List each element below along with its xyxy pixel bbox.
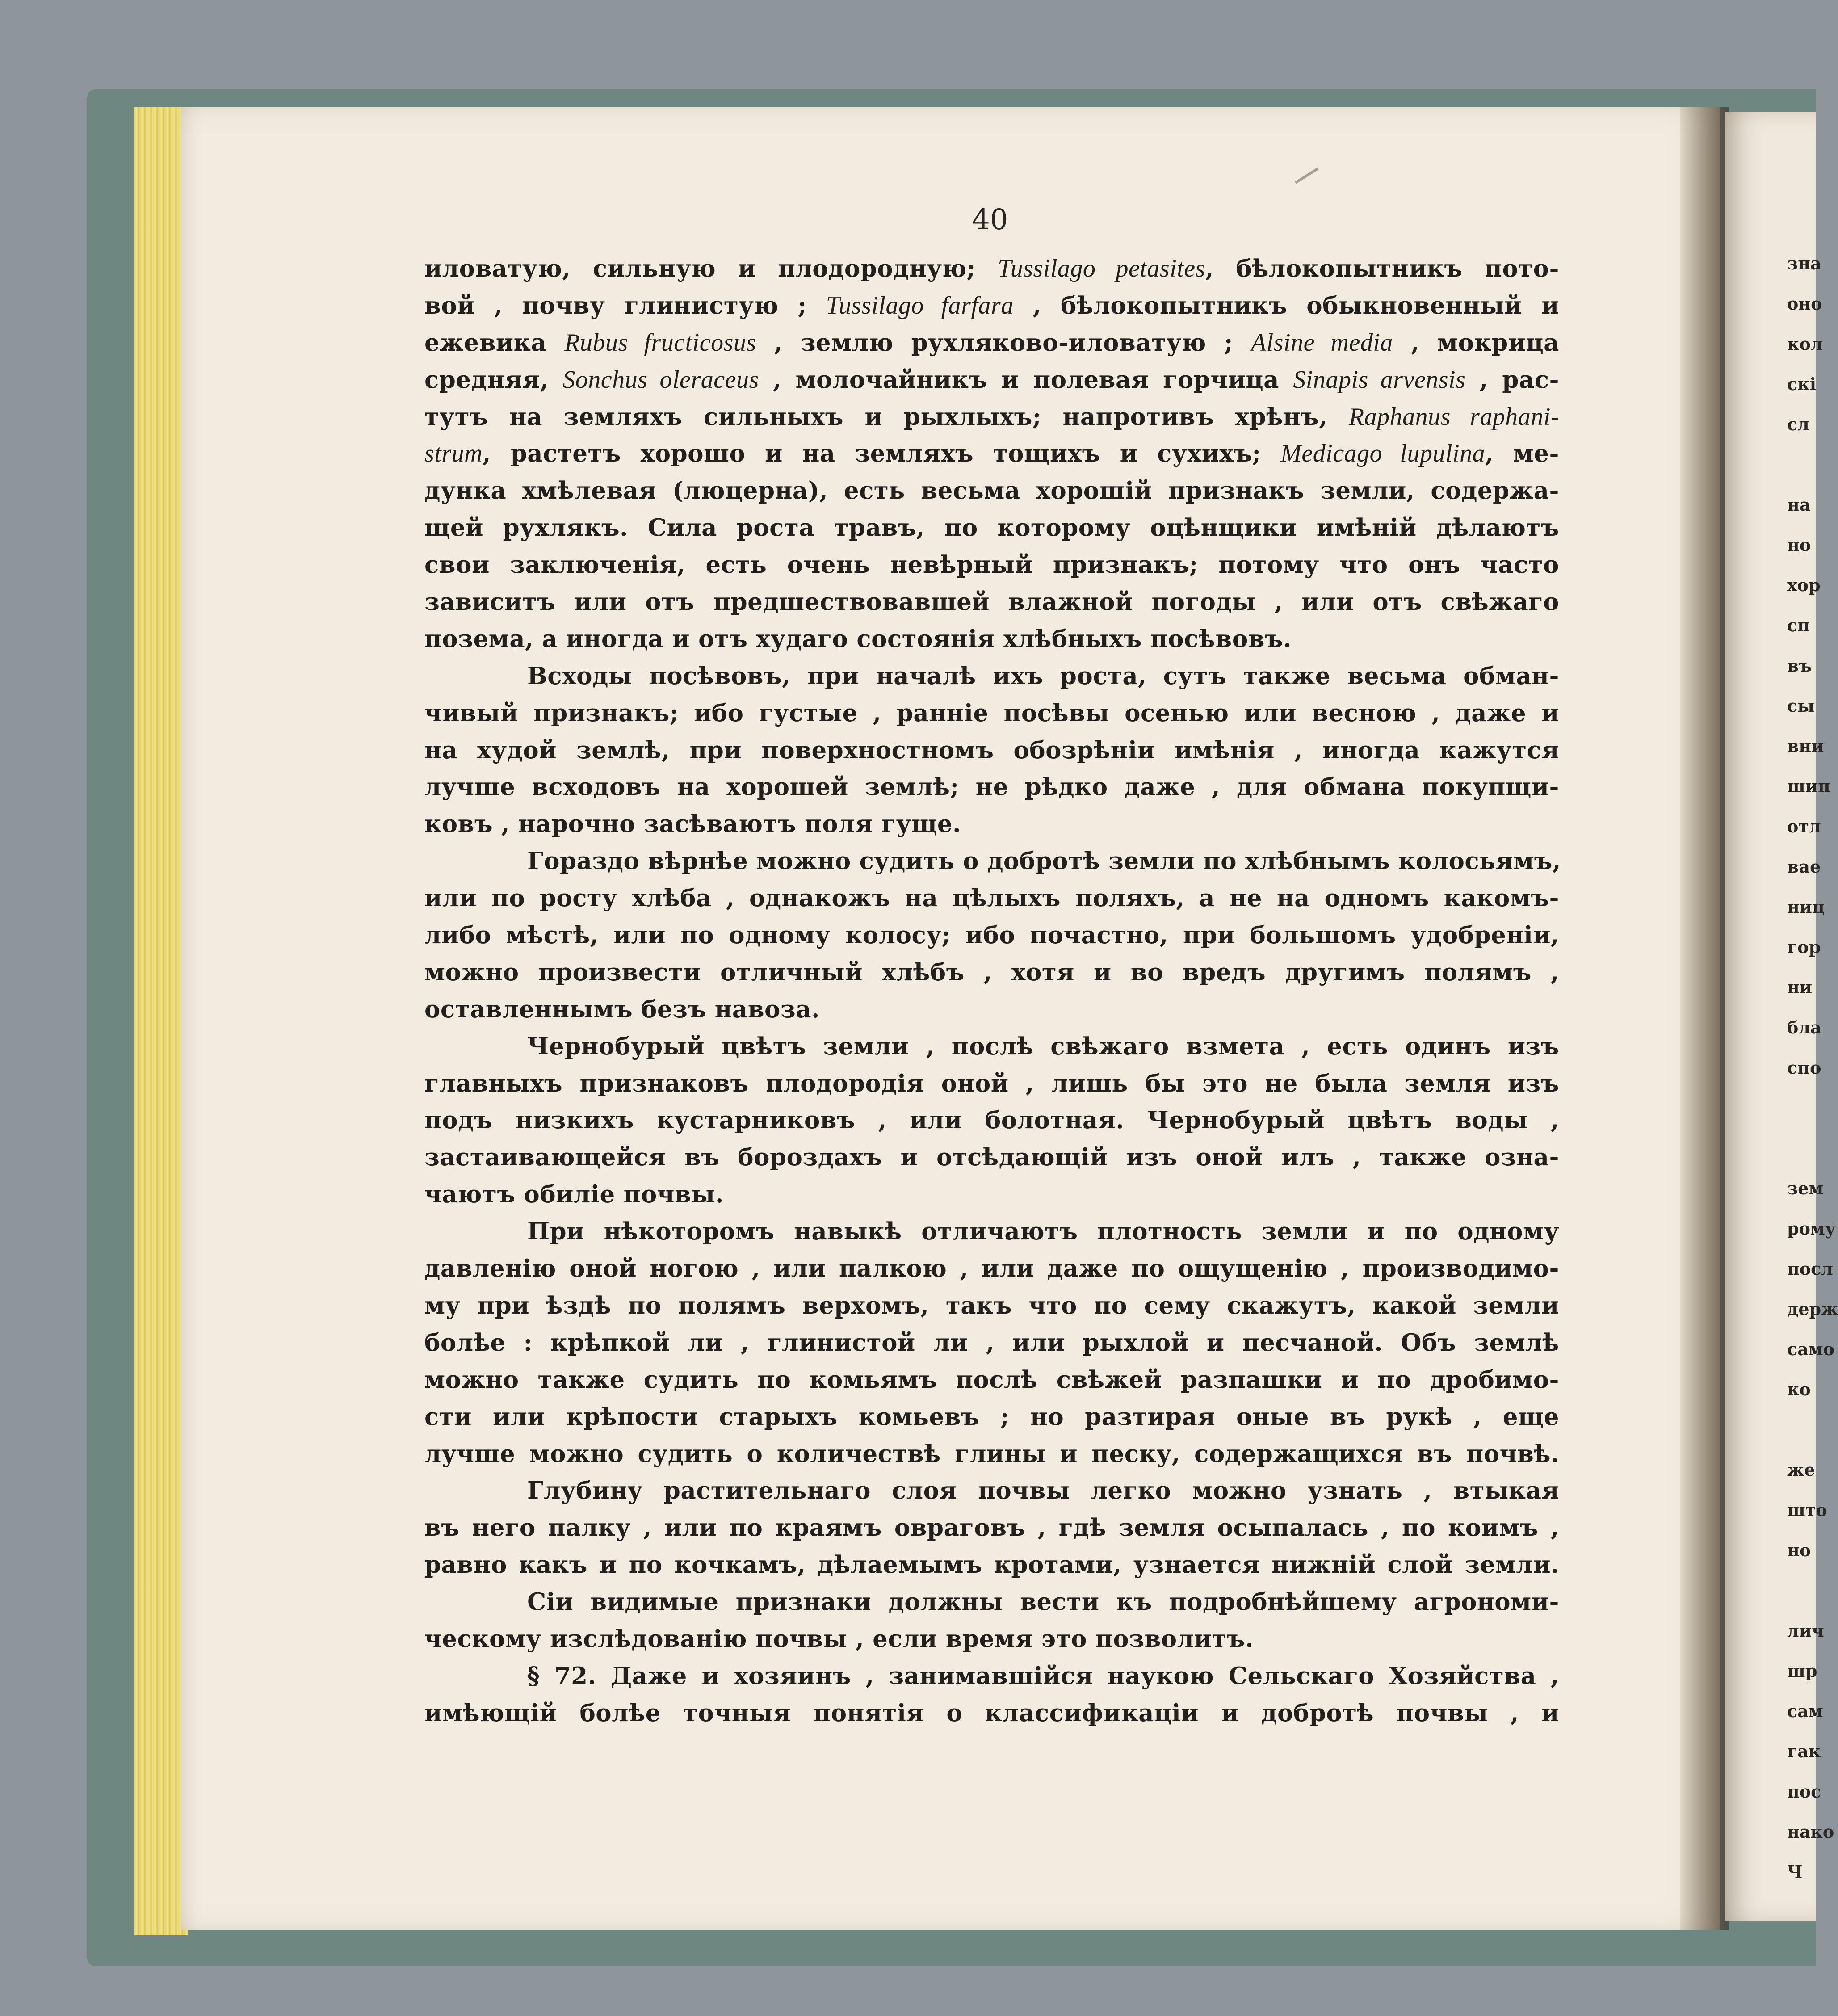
facing-page-line: же xyxy=(1787,1460,1815,1480)
text-line: или по росту хлѣба , однакожъ на цѣлыхъ поляхъ, а не на одномъ какомъ- xyxy=(424,884,1559,912)
facing-page-line: сл xyxy=(1787,414,1809,434)
text-line: ковъ , нарочно засѣваютъ поля гуще. xyxy=(424,810,961,838)
text-line: иловатую, сильную и плодородную; Tussilago petasites, бѣлокопытникъ пото- xyxy=(424,255,1559,282)
facing-page-text xyxy=(1787,244,1838,1892)
facing-page-line: но xyxy=(1787,1540,1811,1560)
text-line: лучше можно судить о количествѣ глины и песку, содержащихся въ почвѣ. xyxy=(424,1440,1559,1468)
facing-page-line: хор xyxy=(1787,575,1821,595)
page-stack-edge xyxy=(134,107,188,1935)
facing-page-line xyxy=(1787,1410,1816,1450)
text-line: Сіи видимые признаки должны вести къ подробнѣйшему агрономи- xyxy=(527,1588,1559,1616)
text-line: либо мѣстѣ, или по одному колосу; ибо почастно, при большомъ удобреніи, xyxy=(424,921,1559,949)
facing-page-line: въ xyxy=(1787,655,1812,676)
facing-page-line: ко xyxy=(1787,1379,1811,1399)
latin-term: Medicago lupulina xyxy=(1280,440,1486,468)
latin-term: Tussilago farfara xyxy=(826,291,1014,319)
facing-page-line: сп xyxy=(1787,615,1810,635)
text-line: щей рухлякъ. Сила роста травъ, по которому оцѣнщики имѣній дѣлаютъ xyxy=(424,514,1559,542)
book-gutter xyxy=(1680,107,1729,1930)
page-text xyxy=(424,250,1559,1732)
facing-page-line: зем xyxy=(1787,1178,1824,1198)
text-line: тутъ на земляхъ сильныхъ и рыхлыхъ; напротивъ хрѣнъ, Raphanus raphani- xyxy=(424,403,1560,431)
text-line: Гораздо вѣрнѣе можно судить о добротѣ земли по хлѣбнымъ колосьямъ, xyxy=(527,847,1561,875)
facing-page-line xyxy=(1787,1571,1816,1611)
facing-page-line: посл xyxy=(1787,1259,1834,1279)
text-line: можно произвести отличный хлѣбъ , хотя и во вредъ другимъ полямъ , xyxy=(424,958,1559,986)
text-line: Чернобурый цвѣтъ земли , послѣ свѣжаго взмета , есть одинъ изъ xyxy=(527,1032,1559,1060)
facing-page-line: гор xyxy=(1787,937,1821,957)
facing-page-line: гак xyxy=(1787,1741,1821,1761)
latin-term: Raphanus raphani- xyxy=(1348,403,1560,431)
text-line: зависитъ или отъ предшествовавшей влажной погоды , или отъ свѣжаго xyxy=(424,588,1559,616)
facing-page-line xyxy=(1787,445,1816,485)
facing-page-line: вае xyxy=(1787,857,1821,877)
latin-term: Alsine media xyxy=(1251,328,1393,357)
facing-page-line: бла xyxy=(1787,1017,1821,1037)
text-line: При нѣкоторомъ навыкѣ отличаютъ плотность земли и по одному xyxy=(527,1218,1559,1246)
facing-page-line: зна xyxy=(1787,253,1821,273)
facing-page-line xyxy=(1787,1128,1816,1168)
facing-page-line: но xyxy=(1787,535,1811,555)
facing-page-line: держ xyxy=(1787,1299,1838,1319)
facing-page-line: шр xyxy=(1787,1661,1817,1681)
text-line: можно также судить по комьямъ послѣ свѣжей разпашки и по дробимо- xyxy=(424,1365,1559,1394)
text-line: Глубину растительнаго слоя почвы легко можно узнать , втыкая xyxy=(527,1477,1559,1505)
facing-page-line: рому xyxy=(1787,1218,1836,1239)
facing-page-line: сам xyxy=(1787,1701,1823,1721)
facing-page-line: скі xyxy=(1787,374,1817,394)
text-line: застаивающейся въ бороздахъ и отсѣдающій изъ оной илъ , также озна- xyxy=(424,1143,1559,1172)
facing-page-line: спо xyxy=(1787,1058,1821,1078)
facing-page-line: Ч xyxy=(1787,1862,1803,1882)
text-line: оставленнымъ безъ навоза. xyxy=(424,995,820,1023)
text-line: свои заключенія, есть очень невѣрный признакъ; потому что онъ часто xyxy=(424,551,1559,579)
text-line: болѣе : крѣпкой ли , глинистой ли , или рыхлой и песчаной. Объ землѣ xyxy=(424,1328,1559,1357)
text-line: чаютъ обиліе почвы. xyxy=(424,1180,724,1209)
facing-page-line: кол xyxy=(1787,334,1823,354)
text-line: strum, растетъ хорошо и на земляхъ тощихъ и сухихъ; Medicago lupulina, ме- xyxy=(424,440,1559,468)
text-line: давленію оной ногою , или палкою , или даже по ощущенію , производимо- xyxy=(424,1255,1559,1283)
text-line: подъ низкихъ кустарниковъ , или болотная. Чернобурый цвѣтъ воды , xyxy=(424,1106,1559,1134)
facing-page-line xyxy=(1787,1088,1816,1128)
text-line: чивый признакъ; ибо густые , ранніе посѣвы осенью или весною , даже и xyxy=(424,699,1559,727)
text-line: на худой землѣ, при поверхностномъ обозрѣніи имѣнія , иногда кажутся xyxy=(424,736,1559,764)
text-line: вой , почву глинистую ; Tussilago farfara , бѣлокопытникъ обыкновенный и xyxy=(424,291,1559,319)
text-line: позема, а иногда и отъ худаго состоянія хлѣбныхъ посѣвовъ. xyxy=(424,625,1292,653)
text-line: му при ѣздѣ по полямъ верхомъ, такъ что по сему скажутъ, какой земли xyxy=(424,1291,1559,1319)
facing-page-line: шип xyxy=(1787,776,1830,796)
text-line: равно какъ и по кочкамъ, дѣлаемымъ кротами, узнается нижній слой земли. xyxy=(424,1551,1559,1579)
facing-page-line: само xyxy=(1787,1339,1835,1359)
text-line: имѣющій болѣе точныя понятія о классификаціи и добротѣ почвы , и xyxy=(424,1699,1559,1727)
latin-term: Tussilago petasites xyxy=(998,255,1205,282)
text-line: дунка хмѣлевая (люцерна), есть весьма хорошій признакъ земли, содержа- xyxy=(424,477,1559,505)
facing-page-line: отл xyxy=(1787,816,1821,836)
text-line: въ него палку , или по краямъ овраговъ , гдѣ земля осыпалась , по коимъ , xyxy=(424,1514,1559,1542)
text-line: сти или крѣпости старыхъ комьевъ ; но разтирая оные въ рукѣ , еще xyxy=(424,1403,1559,1431)
latin-term: strum xyxy=(424,440,483,468)
facing-page-line: лич xyxy=(1787,1621,1824,1641)
page-number: 40 xyxy=(972,203,1008,236)
facing-page-line: оно xyxy=(1787,294,1822,314)
facing-page-line: ниц xyxy=(1787,897,1825,917)
facing-page-line: на xyxy=(1787,495,1811,515)
text-line: ческому изслѣдованію почвы , если время это позволитъ. xyxy=(424,1625,1254,1653)
facing-page-line: што xyxy=(1787,1500,1827,1520)
facing-page-line: пос xyxy=(1787,1781,1821,1802)
text-line: главныхъ признаковъ плодородія оной , лишь бы это не была земля изъ xyxy=(424,1069,1559,1097)
facing-page-line: вни xyxy=(1787,736,1824,756)
facing-page-line: нако xyxy=(1787,1822,1834,1842)
latin-term: Sinapis arvensis xyxy=(1293,365,1466,394)
latin-term: Rubus fructicosus xyxy=(564,328,756,357)
facing-page-line: сы xyxy=(1787,696,1815,716)
text-line: средняя, Sonchus oleraceus , молочайникъ и полевая горчица Sinapis arvensis , рас- xyxy=(424,365,1560,394)
text-line: лучше всходовъ на хорошей землѣ; не рѣдко даже , для обмана покупщи- xyxy=(424,773,1559,801)
latin-term: Sonchus oleraceus xyxy=(562,365,759,394)
text-line: § 72. Даже и хозяинъ , занимавшійся наукою Сельскаго Хозяйства , xyxy=(527,1662,1559,1690)
facing-page-line: ни xyxy=(1787,977,1812,997)
text-line: ежевика Rubus fructicosus , землю рухляково-иловатую ; Alsine media , мокрица xyxy=(424,328,1559,357)
text-line: Всходы посѣвовъ, при началѣ ихъ роста, сутъ также весьма обман- xyxy=(527,662,1559,690)
